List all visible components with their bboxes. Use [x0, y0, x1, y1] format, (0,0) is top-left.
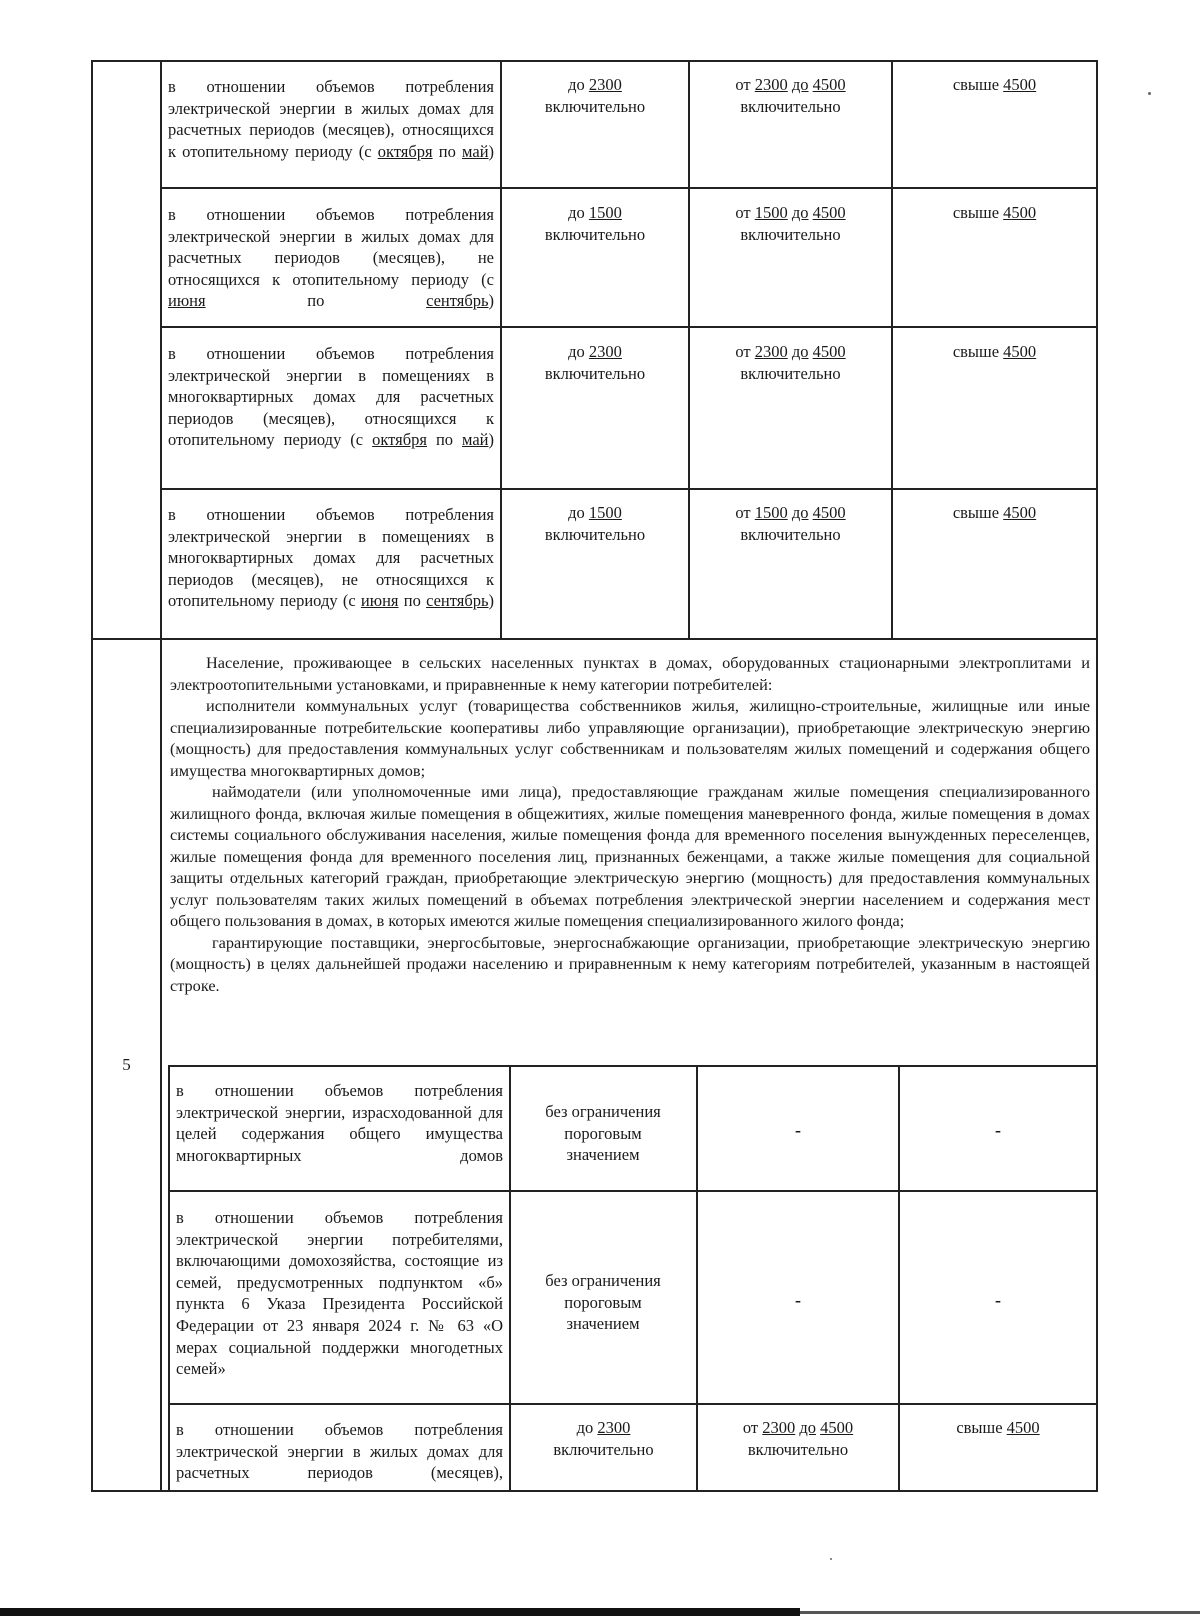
table-border-right [1096, 60, 1098, 1492]
row-description: в отношении объемов потребления электрической энергии в помещениях в многоквартирных домах для расчетных периодов (месяцев), не относящихся к отопительному периоду (с июня по сентябрь) [168, 505, 495, 611]
row-description: в отношении объемов потребления электрической энергии, израсходованной для целей содержания общего имущества многоквартирных домов [176, 1081, 503, 1165]
band2-cell: от 2300 до 4500 включительно [742, 1418, 854, 1459]
header-paragraph: исполнители коммунальных услуг (товарищества собственников жилья, жилищно-строительные, жилищные или иные специализированные потребительские кооперативы либо управляющие организации), приобретающие электрическую энергию (мощность) для предоставления коммунальных услуг собственникам и пользователям жилых помещений и содержания общего имущества многоквартирных домов; [170, 696, 1090, 780]
row-divider [160, 187, 1098, 189]
band2-cell: от 2300 до 4500 включительно [735, 75, 846, 116]
row-description: в отношении объемов потребления электрической энергии в помещениях в многоквартирных домах для расчетных периодов (месяцев), относящихся к отопительному периоду (с октября по май) [168, 344, 495, 450]
scan-speck [830, 1558, 832, 1560]
band1-cell: без ограничения пороговым значением [545, 1271, 661, 1334]
band2-cell: от 1500 до 4500 включительно [735, 503, 846, 544]
row-description: в отношении объемов потребления электрической энергии в жилых домах для расчетных периодов (месяцев), относящихся к отопительному периоду (с октября по май) [168, 77, 495, 161]
row-divider [160, 488, 1098, 490]
row-number: 5 [122, 1055, 131, 1074]
row-divider [168, 1065, 1098, 1067]
band2-cell: - [795, 1290, 801, 1310]
band2-cell: - [795, 1120, 801, 1140]
band1-cell: до 1500 включительно [544, 203, 646, 244]
header-paragraph: гарантирующие поставщики, энергосбытовые, энергоснабжающие организации, приобретающие электрическую энергию (мощность) в целях дальнейшей продажи населению и приравненным к нему категориям потребителей, указанным в настоящей строке. [170, 932, 1090, 995]
band1-cell: до 2300 включительно [553, 1418, 654, 1459]
scan-edge-bar [0, 1608, 800, 1616]
row-description: в отношении объемов потребления электрической энергии в жилых домах для расчетных периодов (месяцев), [176, 1420, 503, 1483]
band1-cell: до 1500 включительно [544, 503, 646, 544]
row-description: в отношении объемов потребления электрической энергии в жилых домах для расчетных периодов (месяцев), не относящихся к отопительному периоду (с июня по сентябрь) [168, 205, 495, 311]
row-divider [168, 1403, 1098, 1405]
table-border-top [91, 60, 1098, 62]
band3-cell: - [995, 1120, 1001, 1140]
band3-cell: свыше 4500 [952, 75, 1037, 94]
row-description: в отношении объемов потребления электрической энергии потребителями, включающими домохозяйства, состоящие из семей, предусмотренных подпунктом «б» пункта 6 Указа Президента Российской Федерации от 23 января 2024 г. № 63 «О мерах социальной поддержки многодетных семей» [176, 1208, 503, 1379]
band2-cell: от 1500 до 4500 включительно [735, 203, 846, 244]
band3-cell: свыше 4500 [952, 503, 1037, 522]
scan-speck [1148, 92, 1151, 95]
table-border-bottom [91, 1490, 1098, 1492]
row-divider [168, 1190, 1098, 1192]
band1-cell: без ограничения пороговым значением [545, 1102, 661, 1165]
band1-cell: до 2300 включительно [544, 342, 646, 383]
band1-cell: до 2300 включительно [544, 75, 646, 116]
header-paragraph: наймодатели (или уполномоченные ими лица), предоставляющие гражданам жилые помещения специализированного жилищного фонда, включая жилые помещения в общежитиях, жилые помещения маневренного фонда, жилые помещения в домах системы социального обслуживания населения, жилые помещения фонда для временного поселения вынужденных переселенцев, жилые помещения фонда для временного поселения лиц, признанных беженцами, а также жилые помещения для социальной защиты отдельных категорий граждан, приобретающие электрическую энергию (мощность) для предоставления коммунальных услуг пользователям таких жилых помещений в объемах потребления электрической энергии населением и содержания мест общего пользования в домах, в которых имеются жилые помещения специализированного жилого фонда; [170, 782, 1090, 930]
table-border-left [91, 60, 93, 1492]
band3-cell: свыше 4500 [952, 342, 1037, 361]
band3-cell: - [995, 1290, 1001, 1310]
section-header-text [170, 652, 1090, 996]
row-divider [160, 326, 1098, 328]
band2-cell: от 2300 до 4500 включительно [735, 342, 846, 383]
section-divider [91, 638, 1098, 640]
band3-cell: свыше 4500 [952, 203, 1037, 222]
scan-edge-bar [800, 1611, 1200, 1614]
header-paragraph: Население, проживающее в сельских населенных пунктах в домах, оборудованных стационарными электроплитами и электроотопительными установками, и приравненные к нему категории потребителей: [170, 653, 1090, 694]
band3-cell: свыше 4500 [956, 1418, 1040, 1437]
